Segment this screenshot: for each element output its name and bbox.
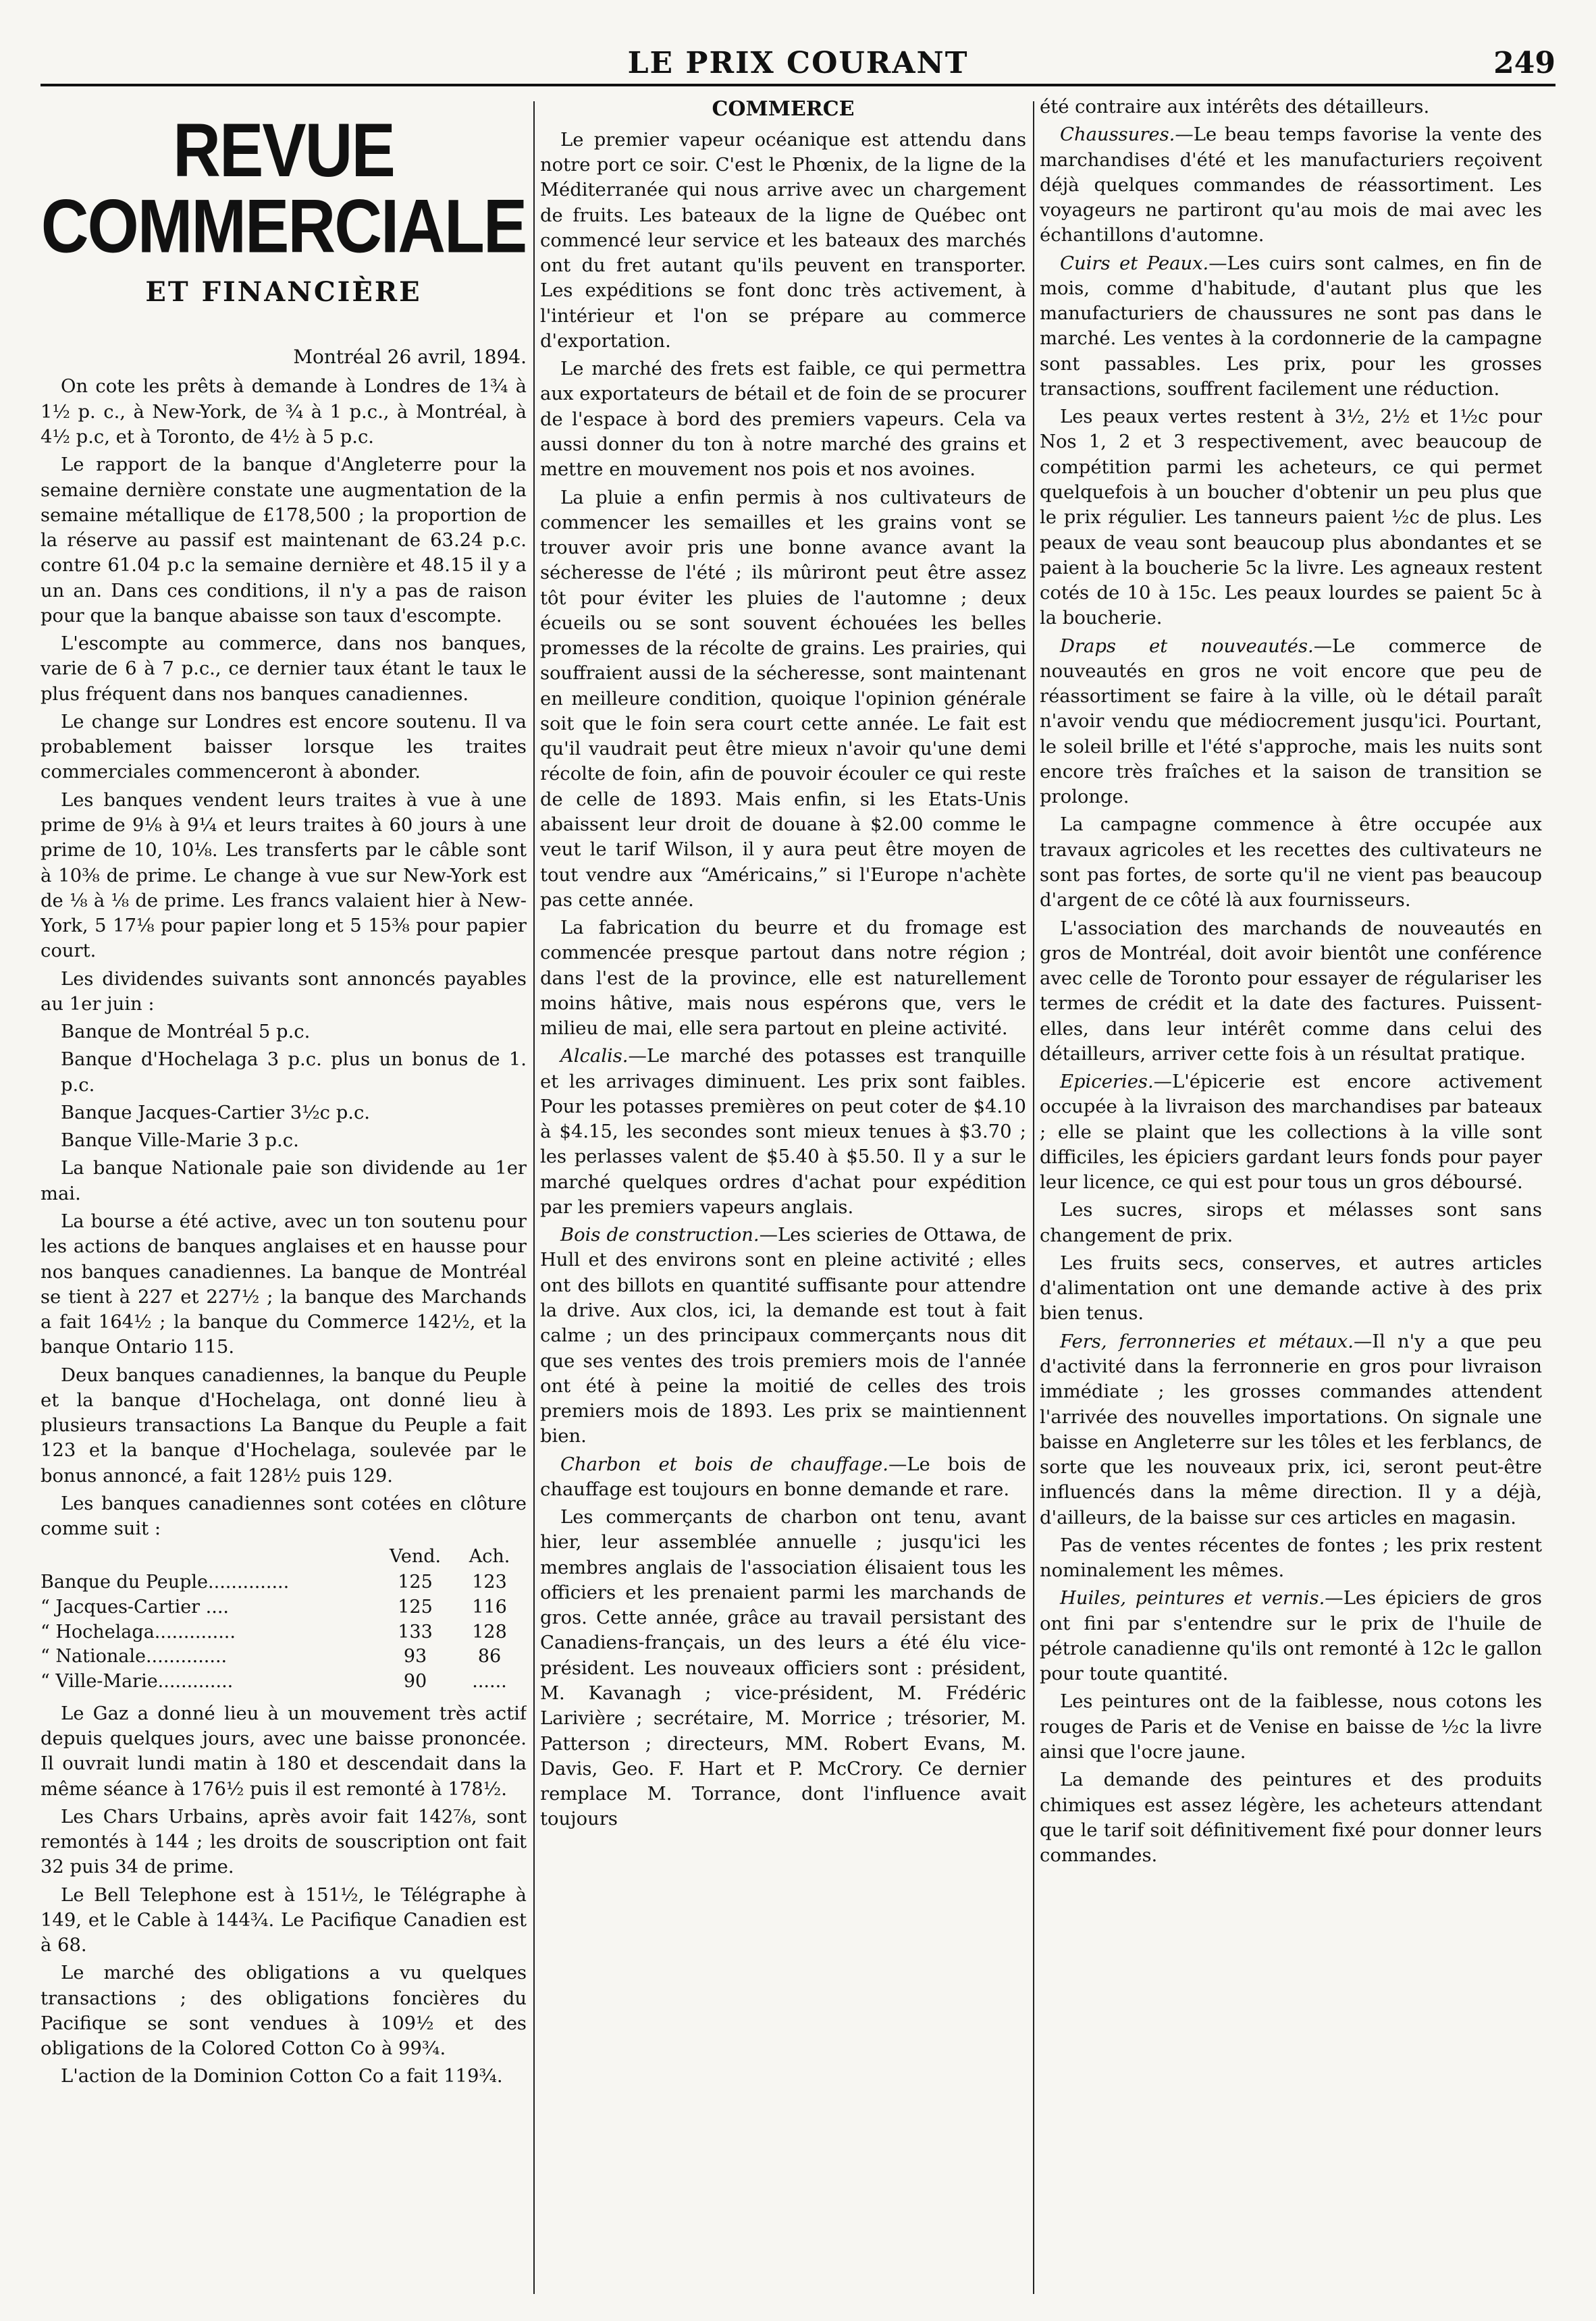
- vend-value: 125: [398, 1596, 433, 1618]
- dateline: Montréal 26 avril, 1894.: [293, 346, 527, 369]
- rubric-text: —Le commerce de nouveautés en gros ne voit encore que peu de réassortiment se faire à la ville, où le détail paraît n'avoir vendu que médiocrement jusqu'ici. Pourtant, le soleil brille et l'été s'approche, mais les nuits sont encore très fraîches et la saison de transition se prolonge.: [1040, 635, 1542, 808]
- paragraph: Le rapport de la banque d'Angleterre pour la semaine dernière constate une augmentation de la semaine métallique de £178,500 ; la proportion de la réserve au passif est maintenant de 63.24 p.c. contre 61.04 p.c la semaine dernière et 48.15 il y a un an. Dans ces conditions, il n'y a pas de raison pour que la banque abaisse son taux d'escompte.: [41, 454, 527, 626]
- column-divider: [533, 101, 535, 2294]
- section-title-commerce: COMMERCE: [712, 97, 855, 121]
- dividend-item: Banque de Montréal 5 p.c.: [61, 1021, 311, 1043]
- paragraph: Le Gaz a donné lieu à un mouvement très actif depuis quelques jours, avec une baisse prononcée. Il ouvrait lundi matin à 180 et descendait dans la même séance à 176½ puis il est remonté à 178½.: [41, 1703, 527, 1800]
- paragraph: Pas de ventes récentes de fontes ; les prix restent nominalement les mêmes.: [1040, 1535, 1542, 1582]
- page-number: 249: [1493, 46, 1555, 80]
- rubric-text: —Le bois de chauffage est toujours en bonne demande et rare.: [540, 1453, 1026, 1500]
- column-header-vend: Vend.: [389, 1546, 442, 1568]
- paragraph: L'escompte au commerce, dans nos banques, varie de 6 à 7 p.c., ce dernier taux étant le taux le plus fréquent dans nos banques canadiennes.: [41, 633, 527, 705]
- table-row: [41, 1595, 527, 1620]
- vend-value: 93: [403, 1646, 427, 1668]
- bank-name: “ Ville-Marie.............: [41, 1671, 234, 1692]
- table-row: [41, 1570, 527, 1595]
- rubric-label: Draps et nouveautés.: [1060, 635, 1314, 657]
- column-commerce: [540, 95, 1026, 2294]
- paragraph: La pluie a enfin permis à nos cultivateurs de commencer les semailles et les grains vont se trouver avoir pris une bonne avance avant la sécheresse de l'été ; ils mûriront peut être assez tôt pour éviter les pluies de l'automne ; deux écueils ou se sont souvent échouées les belles promesses de la récolte de grains. Les prairies, qui souffraient aussi de la sécheresse, sont maintenant en meilleure condition, quoique l'opinion générale soit que le foin sera court cette année. Le fait est qu'il vaudrait peut être mieux n'avoir qu'une demi récolte de foin, afin de pouvoir écouler ce qui reste de celle de 1893. Mais enfin, si les Etats-Unis abaissent leur droit de douane à $2.00 comme le veut le tarif Wilson, il y aura peut être moyen de tout vendre aux “Américains,” si l'Europe n'achète pas cette année.: [540, 487, 1026, 911]
- paragraph: [1040, 251, 1542, 402]
- rubric-text: —Le beau temps favorise la vente des marchandises d'été et les manufacturiers reçoivent déjà quelques commandes de réassortiment. Les voyageurs ne partiront qu'au mois de mai avec les échantillons d'automne.: [1040, 124, 1542, 246]
- paragraph: [1040, 122, 1542, 248]
- rubric-label: Charbon et bois de chauffage.: [560, 1453, 888, 1475]
- paragraph: La demande des peintures et des produits chimiques est assez légère, les acheteurs attendant que le tarif soit définitivement fixé pour donner leurs commandes.: [1040, 1769, 1542, 1867]
- rubric-label: Huiles, peintures et vernis.: [1060, 1588, 1325, 1609]
- bank-name: “ Jacques-Cartier ....: [41, 1596, 230, 1618]
- ach-value: 116: [472, 1596, 507, 1618]
- rubric-label: Cuirs et Peaux.: [1060, 252, 1209, 274]
- paragraph: [1040, 1586, 1542, 1686]
- paragraph: On cote les prêts à demande à Londres de 1¾ à 1½ p. c., à New-York, de ¾ à 1 p.c., à Montréal, à 4½ p.c, et à Toronto, de 4½ à 5 p.c.: [41, 376, 527, 448]
- rubric-label: Alcalis.: [560, 1046, 629, 1067]
- paragraph: La fabrication du beurre et du fromage est commencée presque partout dans notre région ; dans l'est de la province, elle est naturellement moins hâtive, mais nous espérons que, vers le milieu de mai, elle sera partout en pleine activité.: [540, 917, 1026, 1040]
- page-header: [41, 43, 1555, 86]
- table-header-row: [41, 1544, 527, 1570]
- rubric-text: —Les épiciers de gros ont fini par s'entendre sur le prix de l'huile de pétrole canadienne qu'ils ont remonté à 12c le gallon pour toute quantité.: [1040, 1588, 1542, 1685]
- paragraph: Les banques vendent leurs traites à vue à une prime de 9⅛ à 9¼ et leurs traites à 60 jours à une prime de 10, 10⅛. Les transferts par le câble sont à 10⅜ de prime. Le change à vue sur New-York est de ⅛ à ⅛ de prime. Les francs valaient hier à New-York, 5 17⅛ pour papier long et 5 15⅜ pour papier court.: [41, 789, 527, 962]
- bank-name: “ Hochelaga..............: [41, 1621, 236, 1643]
- paragraph: [540, 1044, 1026, 1220]
- dividend-item: Banque d'Hochelaga 3 p.c. plus un bonus de 1. p.c.: [61, 1049, 527, 1096]
- vend-value: 90: [403, 1671, 427, 1692]
- rubric-label: Bois de construction.: [560, 1225, 760, 1246]
- dividend-item: Banque Ville-Marie 3 p.c.: [61, 1130, 299, 1152]
- ach-value: ......: [472, 1671, 507, 1692]
- column-revue-commerciale: [41, 95, 527, 2294]
- rubric-text: —Le marché des potasses est tranquille et les arrivages diminuent. Les prix sont faibles. Pour les potasses premières on peut coter de $4.10 à $4.15, les secondes sont mieux tenues à $3.70 ; les perlasses valent de $5.40 à $5.50. Il y a sur le marché quelques ordres d'achat pour expédition par les premiers vapeurs anglais.: [540, 1046, 1026, 1218]
- paragraph: Les commerçants de charbon ont tenu, avant hier, leur assemblée annuelle ; jusqu'ici les membres anglais de l'association élisaient tous les officiers et les prenaient parmi les marchands de gros. Cette année, grâce au travail persistant des Canadiens-français, un des leurs a été élu vice-président. Les nouveaux officiers sont : président, M. Kavanagh ; vice-président, M. Frédéric Larivière ; secrétaire, M. Morrice ; trésorier, M. Patterson ; directeurs, MM. Robert Evans, M. Davis, Geo. F. Hart et P. McCrory. Ce dernier remplace M. Torrance, dont l'influence avait toujours: [540, 1507, 1026, 1830]
- rubric-label: Chaussures.: [1060, 124, 1175, 146]
- vend-value: 133: [398, 1621, 433, 1643]
- bank-name: “ Nationale..............: [41, 1646, 228, 1668]
- paragraph: [1040, 1069, 1542, 1195]
- section-subtitle: ET FINANCIÈRE: [145, 276, 422, 308]
- paragraph: été contraire aux intérêts des détailleurs.: [1040, 97, 1430, 117]
- dividend-item: Banque Jacques-Cartier 3½c p.c.: [61, 1102, 371, 1123]
- paragraph: La bourse a été active, avec un ton soutenu pour les actions de banques anglaises et en hausse pour nos banques canadiennes. La banque de Montréal se tient à 227 et 227½ ; la banque des Marchands a fait 164½ ; la banque du Commerce 142½, et la banque Ontario 115.: [41, 1210, 527, 1358]
- paragraph: Les sucres, sirops et mélasses sont sans changement de prix.: [1040, 1200, 1542, 1246]
- rubric-text: —Il n'y a que peu d'activité dans la ferronnerie en gros pour livraison immédiate ; les grosses commandes attendent l'arrivée des nouvelles importations. On signale une baisse en Angleterre sur les tôles et les ferblancs, de sorte que les nouveaux prix, ici, seront peut-être influencés dans la même direction. Il y a déjà, d'ailleurs, de la baisse sur ces articles en magasin.: [1040, 1331, 1542, 1528]
- paragraph: [1040, 1329, 1542, 1530]
- paragraph: [540, 1452, 1026, 1503]
- paragraph: La campagne commence à être occupée aux travaux agricoles et les recettes des cultivateurs ne sont pas fortes, de sorte qu'il ne vient pas beaucoup d'argent de ce côté là aux fournisseurs.: [1040, 814, 1542, 911]
- table-row: [41, 1620, 527, 1645]
- paragraph: L'action de la Dominion Cotton Co a fait 119¾.: [61, 2066, 503, 2087]
- paragraph: [1040, 634, 1542, 810]
- ach-value: 86: [477, 1646, 502, 1668]
- paragraph: Le change sur Londres est encore soutenu. Il va probablement baisser lorsque les traites commerciales commenceront à abonder.: [41, 711, 527, 783]
- ach-value: 128: [472, 1621, 507, 1643]
- column-divider: [1033, 101, 1034, 2294]
- journal-title: LE PRIX COURANT: [627, 46, 969, 80]
- column-markets: [1040, 95, 1542, 2294]
- paragraph: L'association des marchands de nouveautés en gros de Montréal, doit avoir bientôt une conférence avec celle de Toronto pour essayer de régulariser les termes de crédit et la date des factures. Puissent-elles, dans leur intérêt comme dans celui des détailleurs, arriver cette fois à un résultat pratique.: [1040, 917, 1542, 1065]
- paragraph: Les Chars Urbains, après avoir fait 142⅞, sont remontés à 144 ; les droits de souscription ont fait 32 puis 34 de prime.: [41, 1806, 527, 1878]
- rubric-label: Fers, ferronneries et métaux.: [1060, 1331, 1354, 1352]
- paragraph: Les dividendes suivants sont annoncés payables au 1er juin :: [41, 968, 527, 1015]
- paragraph: Le premier vapeur océanique est attendu dans notre port ce soir. C'est le Phœnix, de la ligne de la Méditerranée qui nous arrive avec un chargement de fruits. Les bateaux de la ligne de Québec ont commencé leur service et les bateaux des marchés ont du fret autant qu'ils peuvent en transporter. Les expéditions se font donc très activement, à l'intérieur et l'on se prépare au commerce d'exportation.: [540, 129, 1026, 352]
- paragraph: [540, 1223, 1026, 1449]
- paragraph: Les peaux vertes restent à 3½, 2½ et 1½c pour Nos 1, 2 et 3 respectivement, avec beaucoup de compétition parmi les acheteurs, ce qui permet quelquefois à un boucher d'obtenir un peu plus que le prix régulier. Les tanneurs paient ½c de plus. Les peaux de veau sont beaucoup plus abondantes et se paient à la boucherie 5c la livre. Les agneaux restent cotés de 10 à 15c. Les peaux lourdes se paient 5c à la boucherie.: [1040, 406, 1542, 629]
- paragraph: Les fruits secs, conserves, et autres articles d'alimentation ont une demande active à des prix bien tenus.: [1040, 1252, 1542, 1325]
- paragraph: La banque Nationale paie son dividende au 1er mai.: [41, 1158, 527, 1204]
- paragraph: Le Bell Telephone est à 151½, le Télégraphe à 149, et le Cable à 144¾. Le Pacifique Canadien est à 68.: [41, 1884, 527, 1956]
- rubric-text: —L'épicerie est encore activement occupée à la livraison des marchandises par bateaux ; elle se plaint que les collections à la ville sont difficiles, les épiciers gardant leurs fonds pour payer leur licence, ce qui est pour tous un gros déboursé.: [1040, 1071, 1542, 1194]
- paragraph: Le marché des obligations a vu quelques transactions ; des obligations foncières du Pacifique se sont vendues à 109½ et des obligations de la Colored Cotton Co à 99¾.: [41, 1963, 527, 2060]
- rubric-text: —Les scieries de Ottawa, de Hull et des environs sont en pleine activité ; elles ont des billots en quantité suffisante pour attendre la drive. Aux clos, ici, la demande est tout à fait calme ; un des principaux commerçants nous dit que ses ventes des trois premiers mois de l'année ont été à peine la moitié de celles des trois premiers mois de 1893. Les prix se maintiennent bien.: [540, 1225, 1026, 1447]
- table-row: [41, 1670, 527, 1695]
- table-row: [41, 1645, 527, 1670]
- paragraph: Les peintures ont de la faiblesse, nous cotons les rouges de Paris et de Venise en baisse de ½c la livre ainsi que l'ocre jaune.: [1040, 1691, 1542, 1763]
- vend-value: 125: [398, 1572, 433, 1593]
- paragraph: Le marché des frets est faible, ce qui permettra aux exportateurs de bétail et de foin de se procurer de l'espace à bord des premiers vapeurs. Cela va aussi donner du ton à notre marché des grains et mettre en mouvement nos pois et nos avoines.: [540, 358, 1026, 481]
- column-header-ach: Ach.: [469, 1546, 510, 1568]
- paragraph: Les banques canadiennes sont cotées en clôture comme suit :: [41, 1493, 527, 1540]
- rubric-text: —Les cuirs sont calmes, en fin de mois, comme d'habitude, d'autant plus que les manufacturiers de chaussures ne sont pas dans le marché. Les ventes à la cordonnerie de la campagne sont passables. Les prix, pour les grosses transactions, souffrent facilement une réduction.: [1040, 252, 1542, 400]
- section-title-revue: REVUE COMMERCIALE: [41, 107, 527, 269]
- paragraph: Deux banques canadiennes, la banque du Peuple et la banque d'Hochelaga, ont donné lieu à plusieurs transactions La Banque du Peuple a fait 123 et la banque d'Hochelaga, soulevée par le bonus annoncé, a fait 128½ puis 129.: [41, 1364, 527, 1487]
- bank-quotes-table: [41, 1544, 527, 1694]
- bank-name: Banque du Peuple..............: [41, 1572, 290, 1593]
- rubric-label: Epiceries.: [1060, 1071, 1154, 1093]
- ach-value: 123: [472, 1572, 507, 1593]
